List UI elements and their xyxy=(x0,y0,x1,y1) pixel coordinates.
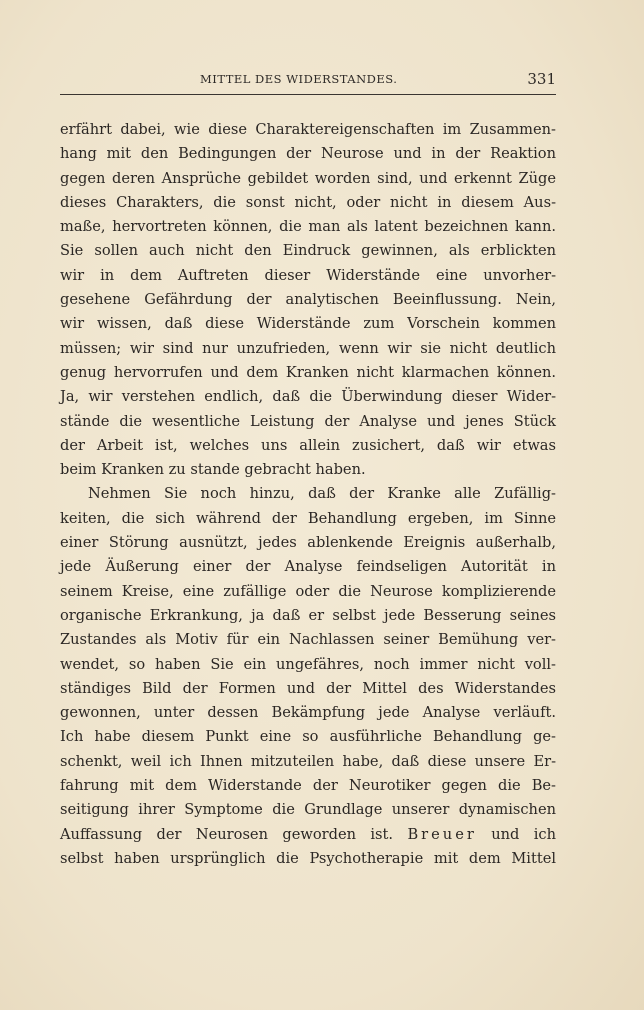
text-line: dieses Charakters, die sonst nicht, oder nicht in diesem Aus- xyxy=(60,193,556,211)
text-line: hang mit den Bedingungen der Neurose und in der Reaktion xyxy=(60,145,556,163)
text-line-with-name xyxy=(60,823,556,847)
spaced-name-breuer: Breuer xyxy=(407,825,477,843)
text-line: wir in dem Auftreten dieser Widerstände eine unvorher- xyxy=(60,266,556,284)
text-line: Ich habe diesem Punkt eine so ausführliche Behandlung ge- xyxy=(60,728,556,746)
text-line: seinem Kreise, eine zufällige oder die Neurose komplizierende xyxy=(60,582,556,600)
text-line: selbst haben ursprünglich die Psychotherapie mit dem Mittel xyxy=(60,849,556,867)
text-line: stände die wesentliche Leistung der Analyse und jenes Stück xyxy=(60,412,556,430)
text-line: Sie sollen auch nicht den Eindruck gewinnen, als erblickten xyxy=(60,242,556,260)
text-line: fahrung mit dem Widerstande der Neurotiker gegen die Be- xyxy=(60,777,556,795)
text-line: gewonnen, unter dessen Bekämpfung jede Analyse verläuft. xyxy=(60,704,556,722)
text-line: jede Äußerung einer der Analyse feindseligen Autorität in xyxy=(60,558,556,576)
paragraph-end-line: beim Kranken zu stande gebracht haben. xyxy=(60,461,366,479)
text-line: der Arbeit ist, welches uns allein zusichert, daß wir etwas xyxy=(60,436,556,454)
text-line: genug hervorrufen und dem Kranken nicht klarmachen können. xyxy=(60,363,556,381)
text-segment: Auffassung der Neurosen geworden ist. xyxy=(60,825,394,843)
text-line: keiten, die sich während der Behandlung ergeben, im Sinne xyxy=(60,509,556,527)
text-line: Zustandes als Motiv für ein Nachlassen seiner Bemühung ver- xyxy=(60,631,556,649)
text-segment: und ich xyxy=(476,825,556,843)
text-line: schenkt, weil ich Ihnen mitzuteilen habe, daß diese unsere Er- xyxy=(60,752,556,770)
text-line: organische Erkrankung, ja daß er selbst jede Besserung seines xyxy=(60,606,556,624)
text-line: seitigung ihrer Symptome die Grundlage unserer dynamischen xyxy=(60,801,556,819)
text-line: Ja, wir verstehen endlich, daß die Überwindung dieser Wider- xyxy=(60,388,556,406)
text-line: wir wissen, daß diese Widerstände zum Vorschein kommen xyxy=(60,315,556,333)
text-line: gegen deren Ansprüche gebildet worden sind, und erkennt Züge xyxy=(60,169,556,187)
body-text xyxy=(60,118,556,871)
text-line: gesehene Gefährdung der analytischen Beeinflussung. Nein, xyxy=(60,291,556,309)
text-line: ständiges Bild der Formen und der Mittel des Widerstandes xyxy=(60,679,556,697)
text-line: wendet, so haben Sie ein ungefähres, noch immer nicht voll- xyxy=(60,655,556,673)
chapter-title: MITTEL DES WIDERSTANDES. xyxy=(200,72,398,86)
text-line: einer Störung ausnützt, jedes ablenkende Ereignis außerhalb, xyxy=(60,534,556,552)
text-line: maße, hervortreten können, die man als latent bezeichnen kann. xyxy=(60,218,556,236)
text-line: müssen; wir sind nur unzufrieden, wenn wir sie nicht deutlich xyxy=(60,339,556,357)
running-head xyxy=(60,70,556,95)
text-line: erfährt dabei, wie diese Charaktereigenschaften im Zusammen- xyxy=(60,121,556,138)
paragraph-start-line: Nehmen Sie noch hinzu, daß der Kranke alle Zufällig- xyxy=(88,485,556,503)
page-number: 331 xyxy=(527,70,556,88)
